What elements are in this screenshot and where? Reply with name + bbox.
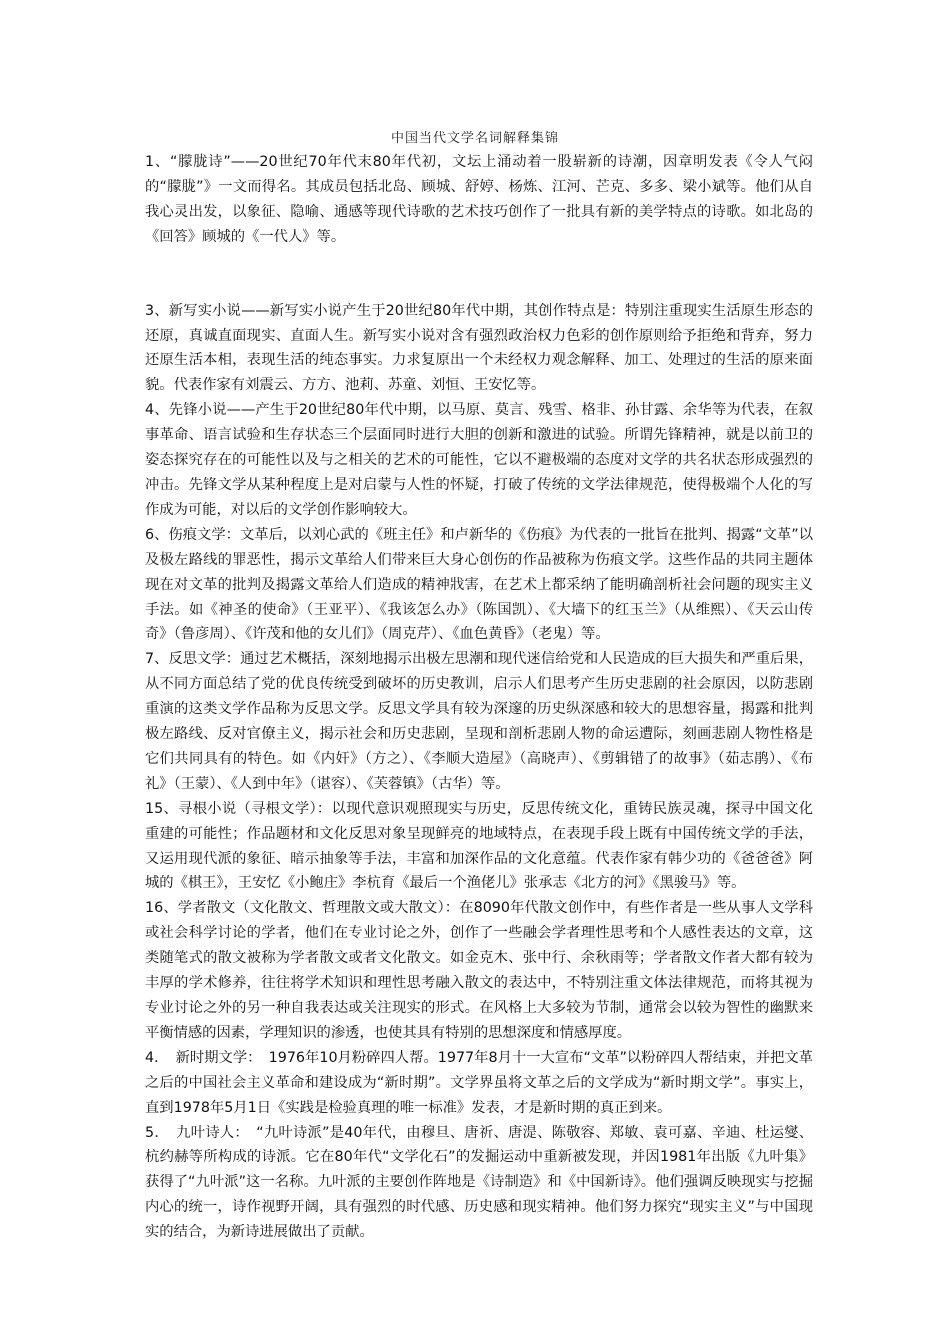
- entry-new-realism-fiction: 3、新写实小说——新写实小说产生于20世纪80年代中期，其创作特点是：特别注重现实生活原生形态的还原，真诚直面现实、直面人生。新写实小说对含有强烈政治权力色彩的创作原则给予拒绝和背弃，努力还原生活本相，表现生活的纯态事实。力求复原出一个未经权力观念解释、加工、处理过的生活的原来面貌。代表作家有刘震云、方方、池莉、苏童、刘恒、王安忆等。: [145, 302, 813, 394]
- entry-menglong-poetry: 1、“朦胧诗”——20世纪70年代末80年代初，文坛上涌动着一股崭新的诗潮，因章明发表《令人气闷的“朦胧”》一文而得名。其成员包括北岛、顾城、舒婷、杨炼、江河、芒克、多多、梁小斌等。他们从自我心灵出发，以象征、隐喻、通感等现代诗歌的艺术技巧创作了一批具有新的美学特点的诗歌。如北岛的《回答》顾城的《一代人》等。: [145, 154, 813, 245]
- entry-avant-garde-fiction: 4、先锋小说——产生于20世纪80年代中期，以马原、莫言、残雪、格非、孙甘露、余华等为代表，在叙事革命、语言试验和生存状态三个层面同时进行大胆的创新和激进的试验。所谓先锋精神，就是以前卫的姿态探究存在的可能性以及与之相关的艺术的可能性，它以不避极端的态度对文学的共名状态形成强烈的冲击。先锋文学从某种程度上是对启蒙与人性的怀疑，打破了传统的文学法律规范，使得极端个人化的写作成为可能，对以后的文学创作影响较大。: [145, 402, 813, 518]
- document-body: [145, 150, 813, 1245]
- blank-line: [145, 250, 813, 299]
- entry-new-era-literature: 4． 新时期文学： 1976年10月粉碎四人帮。1977年8月十一大宣布“文革”以粉碎四人帮结束，并把文革之后的中国社会主义革命和建设成为“新时期”。文学界虽将文革之后的文学成为“新时期文学”。事实上，直到1978年5月1日《实践是检验真理的唯一标准》发表，才是新时期的真正到来。: [145, 1049, 813, 1116]
- document-title: 中国当代文学名词解释集锦: [390, 131, 559, 146]
- entry-nine-leaves-poets: 5． 九叶诗人： “九叶诗派”是40年代，由穆旦、唐祈、唐湜、陈敬容、郑敏、袁可嘉、辛迪、杜运燮、杭约赫等所构成的诗派。它在80年代“文学化石”的发掘运动中重新被发现，并因1981年出版《九叶集》获得了“九叶派”这一名称。九叶派的主要创作阵地是《诗制造》和《中国新诗》。他们强调反映现实与挖掘内心的统一，诗作视野开阔，具有强烈的时代感、历史感和现实精神。他们努力探究“现实主义”与中国现实的结合，为新诗进展做出了贡献。: [145, 1124, 813, 1241]
- entry-scar-literature: 6、伤痕文学：文革后，以刘心武的《班主任》和卢新华的《伤痕》为代表的一批旨在批判、揭露“文革”以及极左路线的罪恶性，揭示文革给人们带来巨大身心创伤的作品被称为伤痕文学。这些作品的共同主题体现在对文革的批判及揭露文革给人们造成的精神戕害，在艺术上都采纳了能明确剖析社会问题的现实主义手法。如《神圣的使命》（王亚平）、《我该怎么办》（陈国凯）、《大墙下的红玉兰》（从维熙）、《天云山传奇》（鲁彦周）、《许茂和他的女儿们》（周克芹）、《血色黄昏》（老鬼）等。: [145, 526, 813, 643]
- entry-root-seeking-fiction: 15、寻根小说（寻根文学）：以现代意识观照现实与历史，反思传统文化，重铸民族灵魂，探寻中国文化重建的可能性；作品题材和文化反思对象呈现鲜亮的地域特点，在表现手段上既有中国传统文学的手法，又运用现代派的象征、暗示抽象等手法，丰富和加深作品的文化意蕴。代表作家有韩少功的《爸爸爸》阿城的《棋王》，王安忆《小鲍庄》李杭育《最后一个渔佬儿》张承志《北方的河》《黑骏马》等。: [145, 800, 813, 892]
- entry-reflection-literature: 7、反思文学：通过艺术概括，深刻地揭示出极左思潮和现代迷信给党和人民造成的巨大损失和严重后果，从不同方面总结了党的优良传统受到破坏的历史教训，启示人们思考产生历史悲剧的社会原因，以防悲剧重演的这类文学作品称为反思文学。反思文学具有较为深邃的历史纵深感和较大的思想容量，揭露和批判极左路线、反对官僚主义，揭示社会和历史悲剧，呈现和剖析悲剧人物的命运遭际，刻画悲剧人物性格是它们共同具有的特色。如《内奸》（方之）、《李顺大造屋》（高晓声）、《剪辑错了的故事》（茹志鹃）、《布礼》（王蒙）、《人到中年》（谌容）、《芙蓉镇》（古华）等。: [145, 651, 813, 792]
- entry-scholar-prose: 16、学者散文（文化散文、哲理散文或大散文）：在8090年代散文创作中，有些作者是一些从事人文学科或社会科学讨论的学者，他们在专业讨论之外，创作了一些融会学者理性思考和个人感性表达的文章，这类随笔式的散文被称为学者散文或者文化散文。如金克木、张中行、余秋雨等；学者散文作者大都有较为丰厚的学术修养，往往将学术知识和理性思考融入散文的表达中，不特别注重文体法律规范，而将其视为专业讨论之外的另一种自我表达或关注现实的形式。在风格上大多较为节制，通常会以较为智性的幽默来平衡情感的因素，学理知识的渗透，也使其具有特别的思想深度和情感厚度。: [145, 900, 813, 1041]
